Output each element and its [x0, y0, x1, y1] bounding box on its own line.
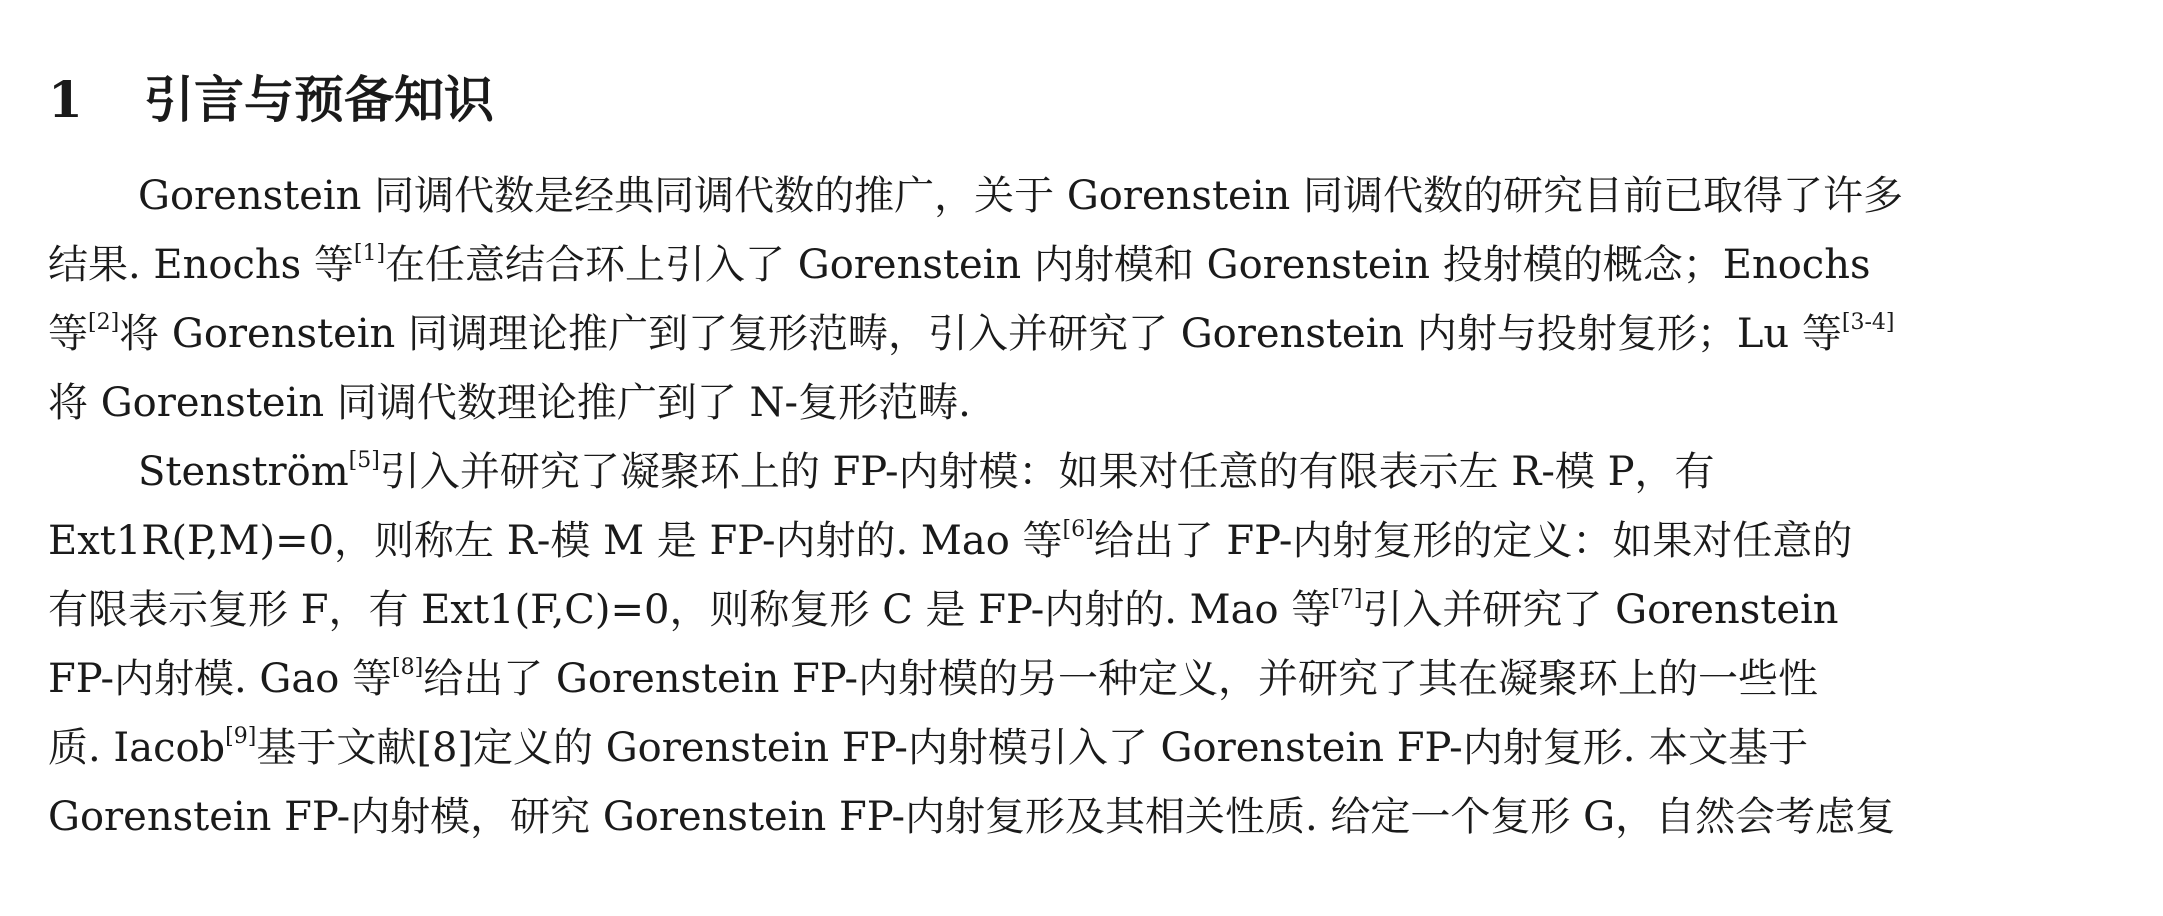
section-title-text: 引言与预备知识 — [144, 71, 494, 129]
citation-marker: [7] — [1331, 586, 1363, 611]
paragraph-line: Gorenstein 同调代数是经典同调代数的推广，关于 Gorenstein 同调代数的研究目前已取得了许多 — [138, 173, 1903, 219]
paragraph-line: 将 Gorenstein 同调代数理论推广到了 N-复形范畴. — [48, 380, 971, 426]
section-number: 1 — [48, 70, 83, 129]
citation-marker: [5] — [348, 448, 380, 473]
page-body — [48, 70, 2128, 852]
citation-marker: [9] — [225, 724, 257, 749]
citation-marker: [3-4] — [1841, 310, 1895, 335]
paragraph-line: 有限表示复形 F，有 Ext1(F,C)=0，则称复形 C 是 FP-内射的. Mao 等[7]引入并研究了 Gorenstein — [48, 586, 1839, 633]
paragraph-line: FP-内射模. Gao 等[8]给出了 Gorenstein FP-内射模的另一种定义，并研究了其在凝聚环上的一些性 — [48, 655, 1819, 702]
paragraph-line: Gorenstein FP-内射模，研究 Gorenstein FP-内射复形及其相关性质. 给定一个复形 G，自然会考虑复 — [48, 794, 1896, 840]
citation-marker: [1] — [353, 241, 386, 266]
paragraph-line: Stenström[5]引入并研究了凝聚环上的 FP-内射模：如果对任意的有限表示左 R-模 P，有 — [138, 448, 1715, 495]
paragraph-line: 质. Iacob[9]基于文献[8]定义的 Gorenstein FP-内射模引入了 Gorenstein FP-内射复形. 本文基于 — [48, 724, 1809, 771]
citation-marker: [2] — [88, 310, 120, 335]
paragraph-2 — [48, 438, 2128, 852]
paragraph-1 — [48, 162, 2128, 438]
paragraph-line: 结果. Enochs 等[1]在任意结合环上引入了 Gorenstein 内射模和 Gorenstein 投射模的概念；Enochs — [48, 241, 1871, 288]
section-heading — [48, 70, 2128, 130]
paragraph-line: Ext1R(P,M)=0，则称左 R-模 M 是 FP-内射的. Mao 等[6]给出了 FP-内射复形的定义：如果对任意的 — [48, 517, 1853, 564]
citation-marker: [8] — [392, 655, 424, 680]
citation-marker: [6] — [1062, 517, 1094, 542]
paragraph-line: 等[2]将 Gorenstein 同调理论推广到了复形范畴，引入并研究了 Gorenstein 内射与投射复形；Lu 等[3-4] — [48, 310, 1895, 357]
